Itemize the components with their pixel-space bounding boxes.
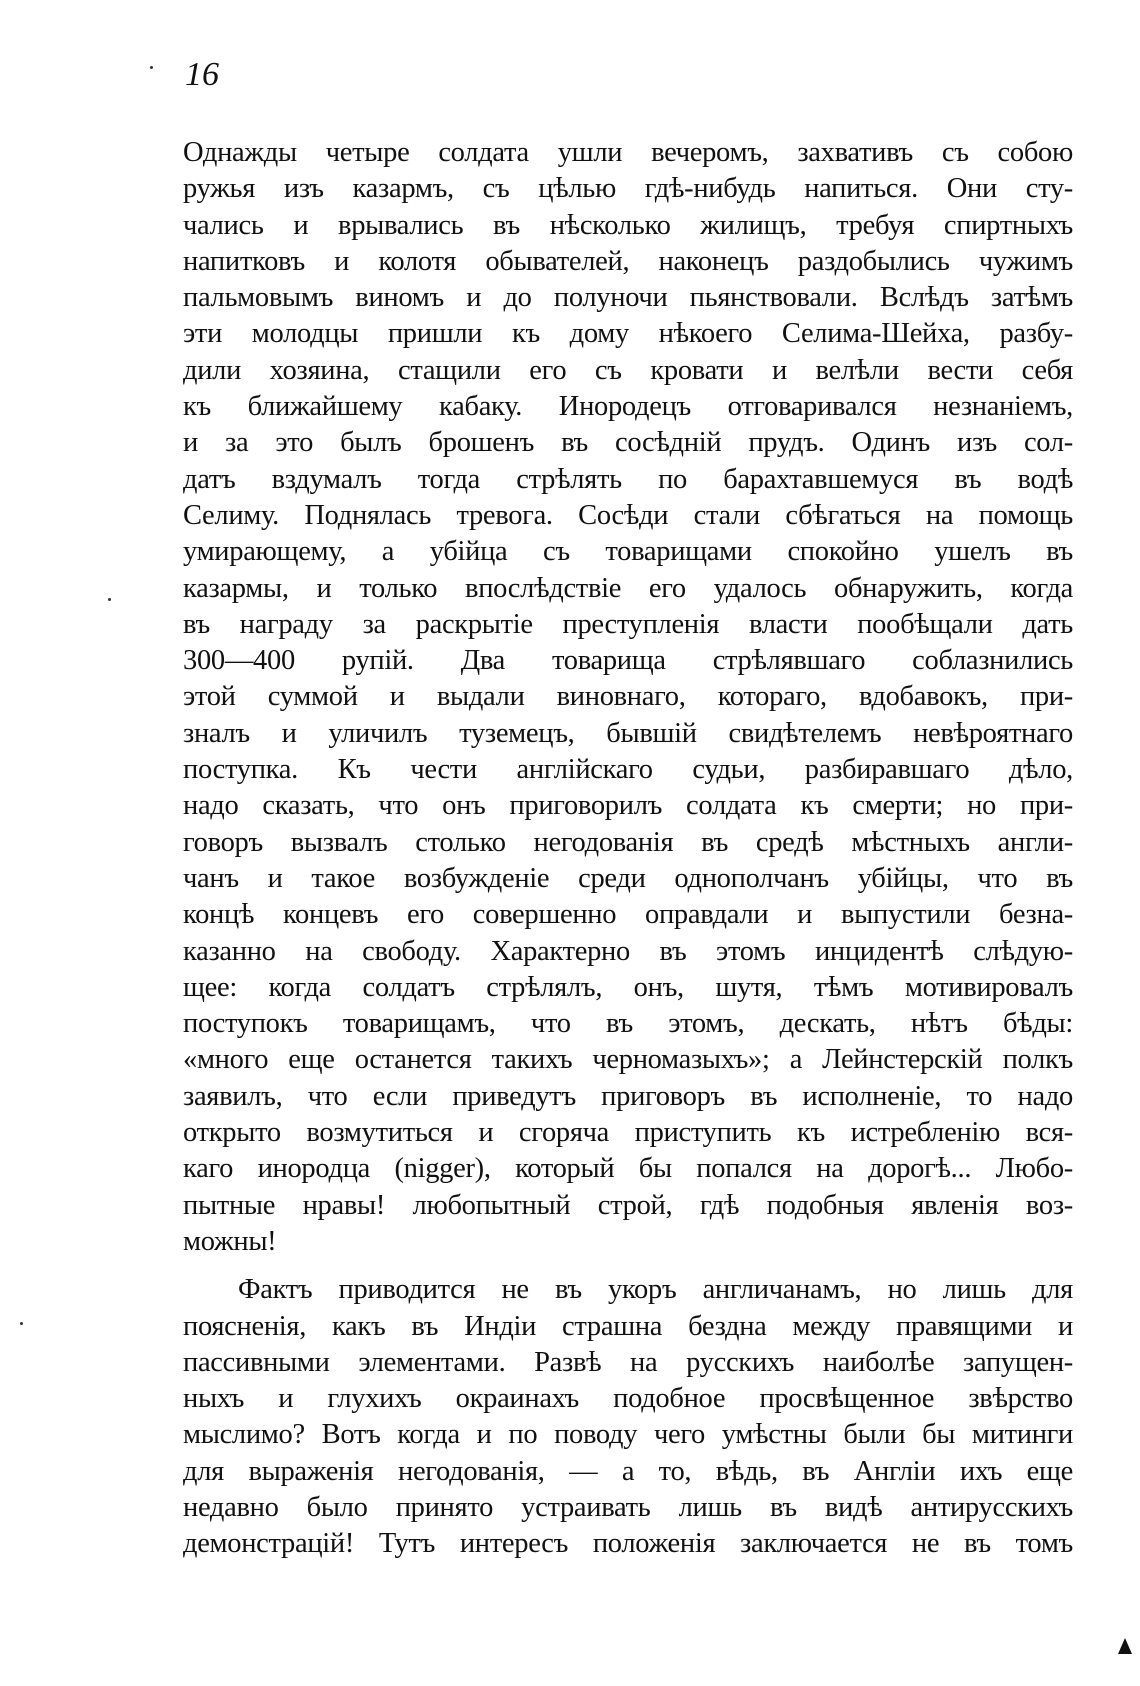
text-line: казармы, и только впослѣдствіе его удалось обнаружить, когда [183, 572, 1073, 604]
text-line: ныхъ и глухихъ окраинахъ подобное просвѣщенное звѣрство [183, 1383, 1073, 1415]
text-line: казанно на свободу. Характерно въ этомъ инцидентѣ слѣдую- [183, 935, 1073, 967]
paragraph-2 [183, 1272, 1073, 1562]
text-line: поступокъ товарищамъ, что въ этомъ, дескать, нѣтъ бѣды: [183, 1008, 1073, 1040]
text-line: заявилъ, что если приведутъ приговоръ въ исполненіе, то надо [183, 1080, 1073, 1112]
text-line: поступка. Къ чести англійскаго судьи, разбиравшаго дѣло, [183, 754, 1073, 786]
text-line: недавно было принято устраивать лишь въ видѣ антирусскихъ [183, 1491, 1073, 1523]
text-line: пальмовымъ виномъ и до полуночи пьянствовали. Вслѣдъ затѣмъ [183, 282, 1073, 314]
text-line: Селиму. Поднялась тревога. Сосѣди стали сбѣгаться на помощь [183, 499, 1073, 531]
text-line: щее: когда солдатъ стрѣлялъ, онъ, шутя, тѣмъ мотивировалъ [183, 971, 1073, 1003]
scan-speck [108, 598, 111, 601]
text-line: дили хозяина, стащили его съ кровати и велѣли вести себя [183, 354, 1073, 386]
scan-corner-mark [1118, 1638, 1132, 1654]
text-line: чались и врывались въ нѣсколько жилищъ, требуя спиртныхъ [183, 209, 1073, 241]
text-line: зналъ и уличилъ туземецъ, бывшій свидѣтелемъ невѣроятнаго [183, 717, 1073, 749]
text-line: открыто возмутиться и сгоряча приступить къ истребленію вся- [183, 1117, 1073, 1149]
text-line: говоръ вызвалъ столько негодованія въ средѣ мѣстныхъ англи- [183, 826, 1073, 858]
paragraph-spacer [183, 1260, 1073, 1272]
text-line: пассивными элементами. Развѣ на русскихъ наиболѣе запущен- [183, 1346, 1073, 1378]
paragraph-1 [183, 135, 1073, 1260]
text-line: эти молодцы пришли къ дому нѣкоего Селима-Шейха, разбу- [183, 318, 1073, 350]
scan-speck [20, 1322, 23, 1325]
text-line: Однажды четыре солдата ушли вечеромъ, захвативъ съ собою [183, 137, 1073, 168]
text-line: поясненія, какъ въ Индіи страшна бездна между правящими и [183, 1310, 1073, 1342]
text-line: къ ближайшему кабаку. Инородецъ отговаривался незнаніемъ, [183, 391, 1073, 423]
text-line: для выраженія негодованія, — а то, вѣдь, въ Англіи ихъ еще [183, 1455, 1073, 1487]
text-line: чанъ и такое возбужденіе среди однополчанъ убійцы, что въ [183, 862, 1073, 894]
text-line: 300—400 рупій. Два товарища стрѣлявшаго соблазнились [183, 645, 1073, 677]
text-line: и за это былъ брошенъ въ сосѣдній прудъ. Одинъ изъ сол- [183, 427, 1073, 459]
text-line: демонстрацій! Тутъ интересъ положенія заключается не въ томъ [183, 1528, 1073, 1560]
text-line: концѣ концевъ его совершенно оправдали и выпустили безна- [183, 899, 1073, 931]
text-line: датъ вздумалъ тогда стрѣлять по барахтавшемуся въ водѣ [183, 463, 1073, 495]
text-line: Фактъ приводится не въ укоръ англичанамъ, но лишь для [238, 1274, 1073, 1306]
text-line: умирающему, а убійца съ товарищами спокойно ушелъ въ [183, 536, 1073, 568]
text-line: «много еще останется такихъ черномазыхъ»; а Лейнстерскій полкъ [183, 1044, 1073, 1076]
text-line: въ награду за раскрытіе преступленія власти пообѣщали дать [183, 608, 1073, 640]
text-line: можны! [183, 1225, 277, 1257]
text-line: каго инородца (nigger), который бы попался на дорогѣ... Любо- [183, 1153, 1073, 1185]
text-line: надо сказать, что онъ приговорилъ солдата къ смерти; но при- [183, 790, 1073, 822]
text-line: этой суммой и выдали виновнаго, котораго, вдобавокъ, при- [183, 681, 1073, 713]
text-line: мыслимо? Вотъ когда и по поводу чего умѣстны были бы митинги [183, 1419, 1073, 1451]
page-number: 16 [185, 56, 219, 93]
text-line: пытные нравы! любопытный строй, гдѣ подобныя явленія воз- [183, 1189, 1073, 1221]
text-line: ружья изъ казармъ, съ цѣлью гдѣ-нибудь напиться. Они сту- [183, 173, 1073, 205]
scan-speck [150, 66, 153, 69]
body-text [183, 135, 1073, 1563]
text-line: напитковъ и колотя обывателей, наконецъ раздобылись чужимъ [183, 245, 1073, 277]
